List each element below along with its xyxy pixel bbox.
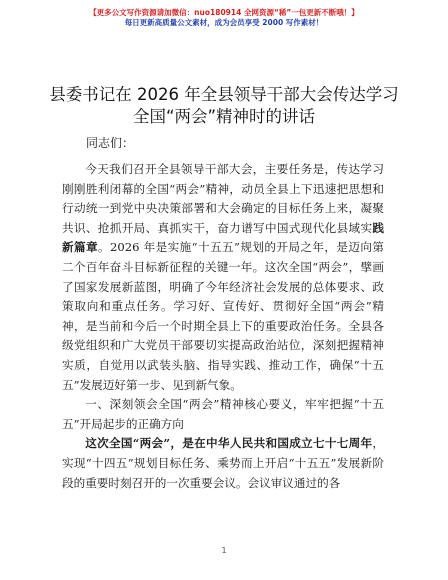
title-line-1: 县委书记在 2026 年全县领导干部大会传达学习: [49, 85, 399, 104]
section-heading-1: 一、深刻领会全国“两会”精神核心要义，牢牢把握“十五五”开局起步的正确方向: [62, 397, 384, 431]
document-body: [62, 160, 384, 493]
paragraph-intro-part-1: 今天我们召开全县领导干部大会，主要任务是，传达学习刚刚胜利闭幕的全国“两会”精神，动员全县上下迅速把思想和行动统一到党中央决策部署和大会确定的目标任务上来，凝聚共识、抢抓开局、真抓实干，奋力谱写中国式现代化县域实: [62, 162, 384, 235]
promo-banner: [0, 8, 448, 28]
paragraph-section-1: [62, 434, 384, 493]
document-title: [0, 84, 448, 128]
paragraph-section-1-emphasis: 这次全国“两会”，是在中华人民共和国成立七十七周年: [85, 436, 373, 451]
promo-line-2: 每日更新高质量公文素材，成为会员享受 2000 写作素材！: [124, 18, 324, 27]
paragraph-intro-part-2: 。2026 年是实施“十五五”规划的开局之年，是迈向第二个百年奋斗目标新征程的关键一年。这次全国“两会”，擘画了国家发展新蓝图，明确了今年经济社会发展的总体要求、政策取向和重点任务。学习好、宣传好、贯彻好全国“两会”精神，是当前和今后一个时期全县上下的重要政治任务。全县各级党组织和广大党员干部要切实提高政治站位，深刻把握精神实质，自觉用以武装头脑、指导实践、推动工作，确保“十五五”发展迈好第一步、见到新气象。: [62, 240, 384, 392]
page-number: 1: [221, 546, 227, 555]
paragraph-intro: [62, 160, 384, 395]
promo-line-1: 【更多公文写作资源请加微信：nuo180914 全网资源“稀”一包更新不断哦！】: [89, 8, 359, 17]
paragraph-intro-emphasis: 践新篇章: [62, 220, 384, 255]
salutation: 同志们：: [86, 136, 135, 150]
title-line-2: 全国“两会”精神时的讲话: [132, 107, 316, 126]
paragraph-section-1-text: ，实现“十四五”规划目标任务、乘势而上开启“十五五”发展新阶段的重要时刻召开的一次重要会议。会议审议通过的各: [62, 436, 384, 490]
